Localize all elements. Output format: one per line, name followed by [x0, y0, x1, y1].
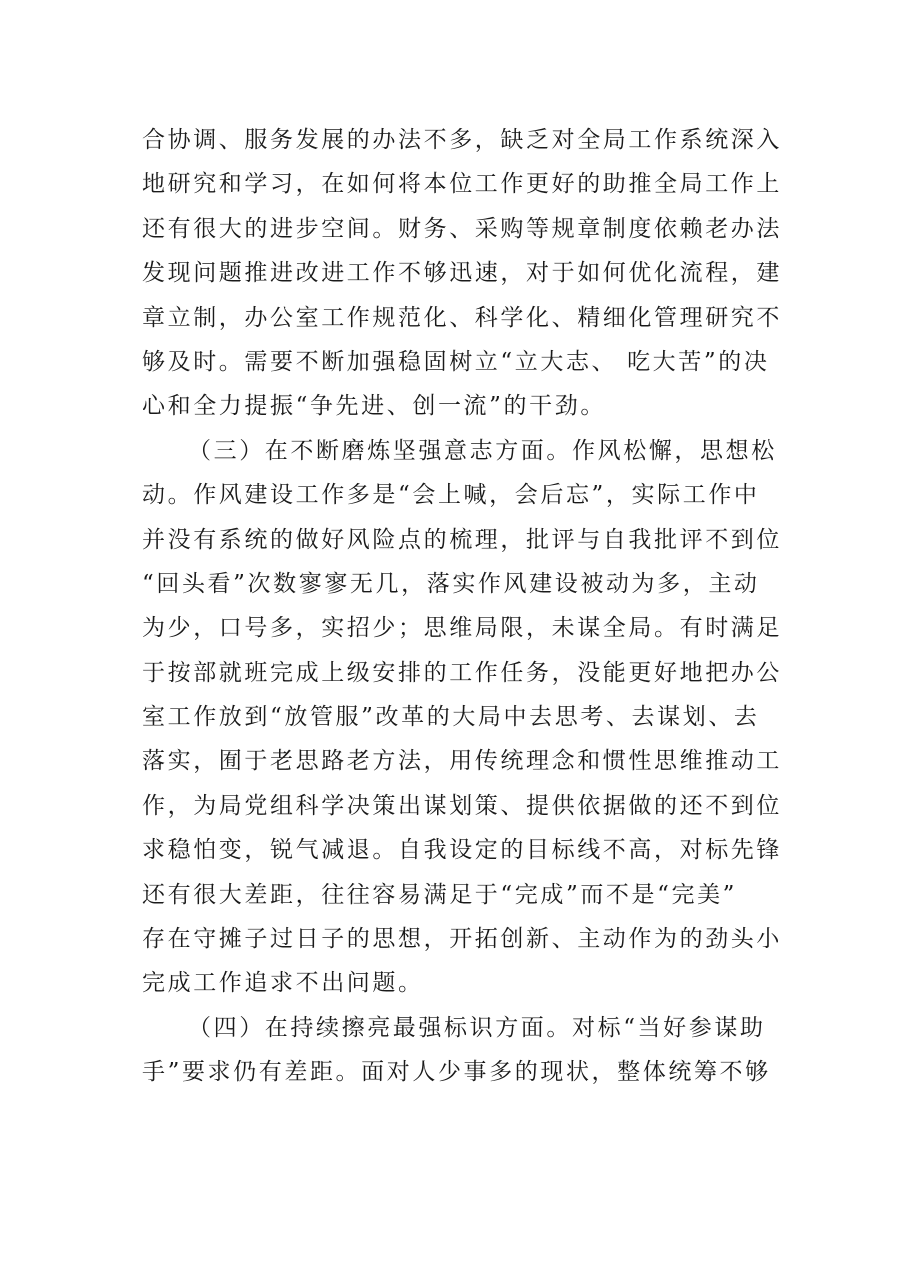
text-line: 室工作放到“放管服”改革的大局中去思考、去谋划、去 [142, 704, 760, 731]
text-line: 还有很大的进步空间。财务、采购等规章制度依赖老办法 [142, 215, 782, 242]
section-heading-line: （三）在不断磨炼坚强意志方面。作风松懈，思想松 [188, 437, 777, 464]
text-line: 于按部就班完成上级安排的工作任务，没能更好地把办公 [142, 659, 782, 686]
text-line: 存在守摊子过日子的思想，开拓创新、主动作为的劲头小 [142, 926, 782, 953]
text-line: 落实，囿于老思路老方法，用传统理念和惯性思维推动工 [142, 748, 782, 775]
text-line: 求稳怕变，锐气减退。自我设定的目标线不高，对标先锋 [142, 837, 782, 864]
text-line: 章立制，办公室工作规范化、科学化、精细化管理研究不 [142, 304, 782, 331]
section-heading-line: （四）在持续擦亮最强标识方面。对标“当好参谋助 [188, 1014, 766, 1041]
text-line: 动。作风建设工作多是“会上喊，会后忘”，实际工作中 [142, 482, 760, 509]
text-line: “回头看”次数寥寥无几，落实作风建设被动为多，主动 [142, 570, 760, 597]
text-line: 并没有系统的做好风险点的梳理，批评与自我批评不到位 [142, 526, 782, 553]
text-line: 手”要求仍有差距。面对人少事多的现状，整体统筹不够 [142, 1059, 771, 1086]
text-line: 完成工作追求不出问题。 [142, 970, 424, 997]
text-line: 作，为局党组科学决策出谋划策、提供依据做的还不到位 [142, 792, 782, 819]
text-line: 心和全力提振“争先进、创一流”的干劲。 [142, 393, 606, 420]
text-line: 地研究和学习，在如何将本位工作更好的助推全局工作上 [142, 171, 782, 198]
body-text [142, 118, 792, 1095]
text-line: 合协调、服务发展的办法不多，缺乏对全局工作系统深入 [142, 127, 782, 153]
text-line: 发现问题推进改进工作不够迅速，对于如何优化流程，建 [142, 260, 782, 287]
text-line: 为少，口号多，实招少；思维局限，未谋全局。有时满足 [142, 615, 782, 642]
text-line: 够及时。需要不断加强稳固树立“立大志、 吃大苦”的决 [142, 348, 770, 375]
text-line: 还有很大差距，往往容易满足于“完成”而不是“完美” [142, 881, 738, 908]
